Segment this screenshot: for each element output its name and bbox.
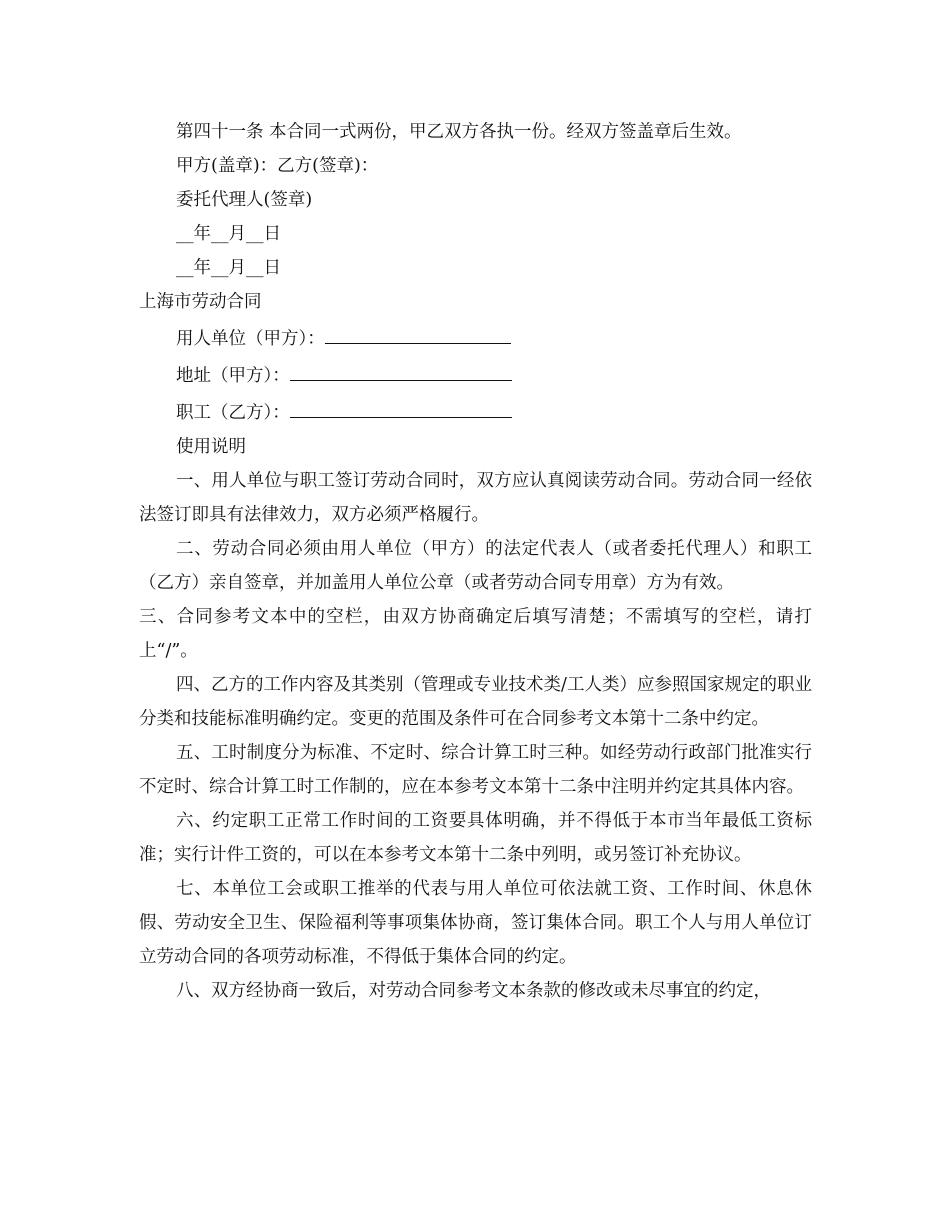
- usage-item-8: 八、双方经协商一致后，对劳动合同参考文本条款的修改或未尽事宜的约定，: [176, 981, 771, 1001]
- usage-item-2: 二、劳动合同必须由用人单位（甲方）的法定代表人（或者委托代理人）和职工（乙方）亲自签章，并加盖用人单位公章（或者劳动合同专用章）方为有效。: [139, 539, 812, 593]
- usage-item-7: 七、本单位工会或职工推举的代表与用人单位可依法就工资、工作时间、休息休假、劳动安全卫生、保险福利等事项集体协商，签订集体合同。职工个人与用人单位订立劳动合同的各项劳动标准，不得低于集体合同的约定。: [139, 879, 812, 967]
- employee-blank[interactable]: [290, 393, 512, 418]
- usage-title: 使用说明: [176, 437, 246, 457]
- usage-item-6: 六、约定职工正常工作时间的工资要具体明确，并不得低于本市当年最低工资标准；实行计件工资的，可以在本参考文本第十二条中列明，或另签订补充协议。: [139, 811, 812, 865]
- usage-item-3: 三、合同参考文本中的空栏，由双方协商确定后填写清楚；不需填写的空栏，请打上“/”。: [139, 607, 812, 661]
- signature-parties-line: 甲方(盖章)：乙方(签章)：: [176, 156, 379, 176]
- article-41: 第四十一条 本合同一式两份，甲乙双方各执一份。经双方签盖章后生效。: [176, 122, 742, 142]
- employee-label: 职工（乙方）：: [176, 403, 290, 423]
- employer-field-row: [139, 319, 812, 356]
- usage-item-5: 五、工时制度分为标准、不定时、综合计算工时三种。如经劳动行政部门批准实行不定时、综合计算工时工作制的，应在本参考文本第十二条中注明并约定其具体内容。: [139, 743, 812, 797]
- usage-item-1: 一、用人单位与职工签订劳动合同时，双方应认真阅读劳动合同。劳动合同一经依法签订即具有法律效力，双方必须严格履行。: [139, 471, 812, 525]
- date-line-2: __年__月__日: [176, 258, 281, 278]
- agent-signature-line: 委托代理人(签章): [176, 190, 313, 210]
- usage-item-4: 四、乙方的工作内容及其类别（管理或专业技术类/工人类）应参照国家规定的职业分类和技能标准明确约定。变更的范围及条件可在合同参考文本第十二条中约定。: [139, 675, 812, 729]
- date-line-1: __年__月__日: [176, 224, 281, 244]
- employer-blank[interactable]: [325, 319, 511, 344]
- document-body: [139, 115, 812, 1008]
- employee-field-row: [139, 393, 812, 430]
- address-blank[interactable]: [290, 356, 512, 381]
- address-label: 地址（甲方）：: [176, 366, 290, 386]
- address-field-row: [139, 356, 812, 393]
- employer-label: 用人单位（甲方）：: [176, 329, 325, 349]
- contract-title: 上海市劳动合同: [139, 292, 262, 312]
